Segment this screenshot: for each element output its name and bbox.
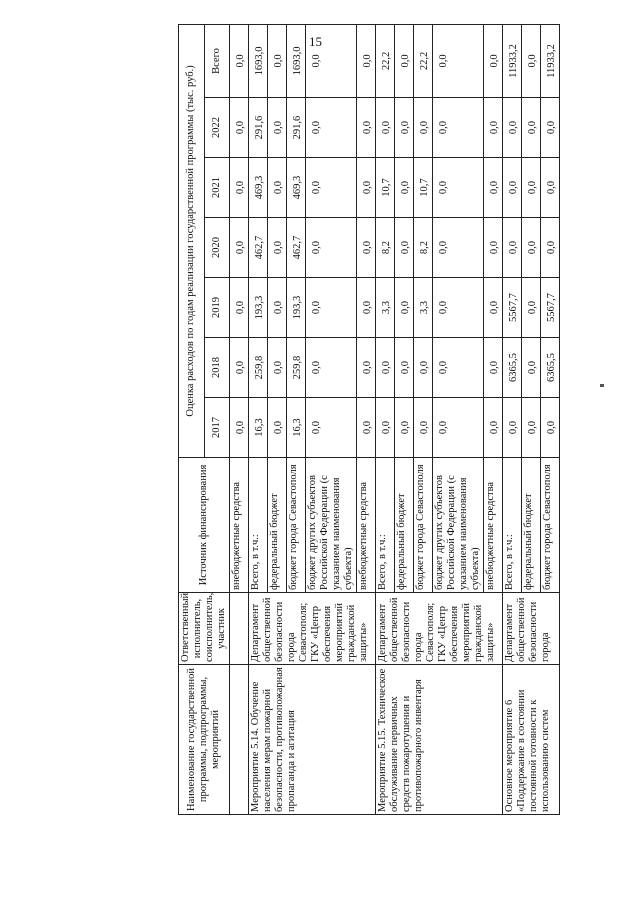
value-cell: 291,6 <box>249 98 268 158</box>
value-cell: 8,2 <box>414 218 433 278</box>
value-cell: 0,0 <box>503 98 522 158</box>
value-cell: 0,0 <box>484 158 503 218</box>
value-cell: 16,3 <box>249 398 268 458</box>
value-cell: 0,0 <box>433 158 484 218</box>
value-cell: 0,0 <box>395 158 414 218</box>
activity-name-cell: Мероприятие 5.14. Обучение населения мерам пожарной безопасности, противопожарная пропаганда и агитация <box>249 665 376 815</box>
rotated-table-wrapper <box>178 25 628 815</box>
value-cell: 0,0 <box>376 398 395 458</box>
total-cell: 11933,2 <box>503 24 522 97</box>
value-cell: 193,3 <box>249 278 268 338</box>
funding-source-cell: Всего, в т.ч.: <box>249 458 268 593</box>
value-cell: 0,0 <box>357 278 376 338</box>
value-cell: 0,0 <box>541 158 560 218</box>
total-cell: 11933,2 <box>541 24 560 97</box>
header-total: Всего <box>204 24 230 97</box>
value-cell: 0,0 <box>414 338 433 398</box>
value-cell: 0,0 <box>268 338 287 398</box>
value-cell: 462,7 <box>287 218 306 278</box>
value-cell: 0,0 <box>433 398 484 458</box>
total-cell: 1693,0 <box>287 24 306 97</box>
value-cell: 0,0 <box>541 398 560 458</box>
value-cell: 0,0 <box>268 158 287 218</box>
header-year: 2021 <box>204 158 230 218</box>
value-cell: 3,3 <box>376 278 395 338</box>
executor-cell: Департамент общественной безопасности города Севастополя; ГКУ «Центр обеспечения мероприятий гражданской защиты» <box>249 593 376 665</box>
executor-cell: Департамент общественной безопасности города <box>503 593 560 665</box>
value-cell: 0,0 <box>484 218 503 278</box>
value-cell: 462,7 <box>249 218 268 278</box>
value-cell: 0,0 <box>414 398 433 458</box>
header-year: 2017 <box>204 398 230 458</box>
value-cell: 0,0 <box>268 398 287 458</box>
funding-source-cell: федеральный бюджет <box>522 458 541 593</box>
value-cell: 0,0 <box>484 398 503 458</box>
funding-source-cell: федеральный бюджет <box>268 458 287 593</box>
total-cell: 0,0 <box>484 24 503 97</box>
table-row <box>249 24 268 814</box>
value-cell: 0,0 <box>503 398 522 458</box>
funding-source-cell: бюджет города Севастополя <box>287 458 306 593</box>
value-cell: 259,8 <box>249 338 268 398</box>
value-cell: 0,0 <box>395 338 414 398</box>
total-cell: 0,0 <box>433 24 484 97</box>
value-cell: 0,0 <box>268 218 287 278</box>
value-cell: 0,0 <box>541 218 560 278</box>
total-cell: 1693,0 <box>249 24 268 97</box>
value-cell: 0,0 <box>522 338 541 398</box>
funding-source-cell: бюджет других субъектов Российской Федерации (с указанием наименования субъекта) <box>433 458 484 593</box>
value-cell: 0,0 <box>522 158 541 218</box>
value-cell: 0,0 <box>357 158 376 218</box>
value-cell: 10,7 <box>414 158 433 218</box>
value-cell: 0,0 <box>414 98 433 158</box>
executor-cell <box>230 593 249 665</box>
value-cell: 0,0 <box>522 98 541 158</box>
value-cell: 0,0 <box>306 398 357 458</box>
table-row <box>376 24 395 814</box>
funding-source-cell: федеральный бюджет <box>395 458 414 593</box>
value-cell: 0,0 <box>306 278 357 338</box>
header-year: 2022 <box>204 98 230 158</box>
value-cell: 0,0 <box>541 98 560 158</box>
total-cell: 0,0 <box>395 24 414 97</box>
value-cell: 0,0 <box>306 158 357 218</box>
header-year: 2019 <box>204 278 230 338</box>
table-row <box>230 24 249 814</box>
value-cell: 0,0 <box>484 338 503 398</box>
header-estimate: Оценка расходов по годам реализации государственной программы (тыс. руб.) <box>179 24 205 457</box>
total-cell: 0,0 <box>522 24 541 97</box>
funding-source-cell: бюджет города Севастополя <box>541 458 560 593</box>
value-cell: 0,0 <box>503 218 522 278</box>
table-body <box>230 24 560 814</box>
activity-name-cell: Мероприятие 5.15. Техническое обслуживание первичных средств пожаротушения и противопожарного инвентаря <box>376 665 503 815</box>
value-cell: 0,0 <box>522 278 541 338</box>
value-cell: 0,0 <box>433 218 484 278</box>
value-cell: 0,0 <box>357 218 376 278</box>
value-cell: 8,2 <box>376 218 395 278</box>
value-cell: 0,0 <box>433 338 484 398</box>
value-cell: 10,7 <box>376 158 395 218</box>
value-cell: 0,0 <box>230 278 249 338</box>
value-cell: 0,0 <box>306 98 357 158</box>
value-cell: 0,0 <box>395 98 414 158</box>
value-cell: 0,0 <box>306 338 357 398</box>
value-cell: 0,0 <box>230 398 249 458</box>
total-cell: 0,0 <box>357 24 376 97</box>
header-year: 2018 <box>204 338 230 398</box>
funding-source-cell: внебюджетные средства <box>484 458 503 593</box>
value-cell: 0,0 <box>484 98 503 158</box>
funding-source-cell: бюджет города Севастополя <box>414 458 433 593</box>
value-cell: 193,3 <box>287 278 306 338</box>
value-cell: 6365,5 <box>541 338 560 398</box>
total-cell: 0,0 <box>230 24 249 97</box>
header-executor: Ответственный исполнитель, соисполнитель, участник <box>179 593 230 665</box>
value-cell: 0,0 <box>376 338 395 398</box>
value-cell: 469,3 <box>249 158 268 218</box>
value-cell: 0,0 <box>522 398 541 458</box>
funding-source-cell: Всего, в т.ч.: <box>503 458 522 593</box>
value-cell: 0,0 <box>230 98 249 158</box>
value-cell: 0,0 <box>306 218 357 278</box>
value-cell: 0,0 <box>230 218 249 278</box>
value-cell: 0,0 <box>433 278 484 338</box>
funding-source-cell: Всего, в т.ч.: <box>376 458 395 593</box>
value-cell: 0,0 <box>522 218 541 278</box>
funding-source-cell: бюджет других субъектов Российской Федерации (с указанием наименования субъекта) <box>306 458 357 593</box>
value-cell: 0,0 <box>395 218 414 278</box>
value-cell: 0,0 <box>376 98 395 158</box>
expenditure-table <box>178 24 560 815</box>
value-cell: 0,0 <box>395 278 414 338</box>
value-cell: 0,0 <box>484 278 503 338</box>
table-header <box>179 24 230 814</box>
value-cell: 0,0 <box>357 398 376 458</box>
value-cell: 0,0 <box>395 398 414 458</box>
value-cell: 0,0 <box>503 158 522 218</box>
total-cell: 22,2 <box>376 24 395 97</box>
value-cell: 0,0 <box>357 338 376 398</box>
table-row <box>503 24 522 814</box>
value-cell: 259,8 <box>287 338 306 398</box>
total-cell: 0,0 <box>268 24 287 97</box>
header-name: Наименование государственной программы, подпрограммы, мероприятий <box>179 665 230 815</box>
value-cell: 0,0 <box>230 158 249 218</box>
value-cell: 3,3 <box>414 278 433 338</box>
page-number: 15 <box>309 34 322 49</box>
activity-name-cell: Основное мероприятие 6 «Поддержание в состоянии постоянной готовности к использованию систем <box>503 665 560 815</box>
value-cell: 0,0 <box>230 338 249 398</box>
executor-cell: Департамент общественной безопасности города Севастополя; ГКУ «Центр обеспечения мероприятий гражданской защиты» <box>376 593 503 665</box>
total-cell: 22,2 <box>414 24 433 97</box>
value-cell: 469,3 <box>287 158 306 218</box>
value-cell: 5567,7 <box>503 278 522 338</box>
value-cell: 0,0 <box>433 98 484 158</box>
value-cell: 291,6 <box>287 98 306 158</box>
value-cell: 6365,5 <box>503 338 522 398</box>
value-cell: 16,3 <box>287 398 306 458</box>
value-cell: 0,0 <box>268 98 287 158</box>
total-cell: 0,0 <box>306 24 357 97</box>
header-year: 2020 <box>204 218 230 278</box>
value-cell: 0,0 <box>268 278 287 338</box>
funding-source-cell: внебюджетные средства <box>230 458 249 593</box>
value-cell: 0,0 <box>357 98 376 158</box>
activity-name-cell <box>230 665 249 815</box>
header-source: Источник финансирования <box>179 458 230 593</box>
value-cell: 5567,7 <box>541 278 560 338</box>
funding-source-cell: внебюджетные средства <box>357 458 376 593</box>
